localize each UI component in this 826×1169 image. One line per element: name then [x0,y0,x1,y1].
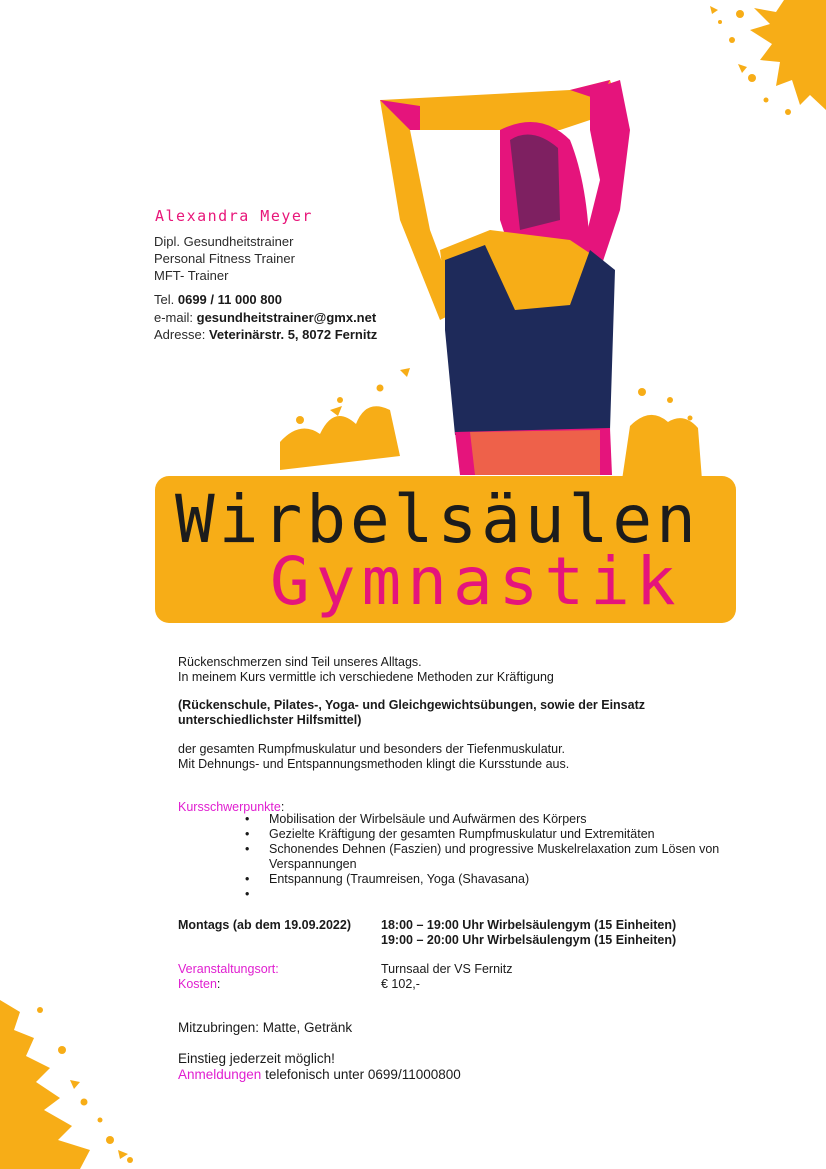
intro-line: In meinem Kurs vermittle ich verschiedene Methoden zur Kräftigung [178,670,554,684]
venue-cost-labels [178,962,279,992]
woman-illustration [270,70,710,480]
registration-info [178,1051,461,1083]
venue-value: Turnsaal der VS Fernitz [381,962,513,976]
venue-cost-values [381,962,513,992]
address-line [154,326,377,344]
bring-along: Mitzubringen: Matte, Getränk [178,1020,353,1035]
qualifications [154,233,295,284]
intro-line: der gesamten Rumpfmuskulatur und besonders der Tiefenmuskulatur. [178,742,566,756]
focus-label: Kursschwerpunkte [178,800,281,814]
venue-label: Veranstaltungsort: [178,962,279,976]
title-line-1: Wirbelsäulen [175,481,700,558]
address-value: Veterinärstr. 5, 8072 Fernitz [208,327,378,342]
address-label: Adresse: [154,327,206,342]
focus-list [245,812,725,902]
intro-line: Rückenschmerzen sind Teil unseres Alltags. [178,655,422,669]
intro-text [178,655,554,685]
schedule-times [381,918,676,948]
cost-suffix: : [216,977,221,991]
list-item: • Mobilisation der Wirbelsäule und Aufwärmen des Körpers [245,812,725,827]
join-text: Einstieg jederzeit möglich! [178,1051,335,1066]
methods-text: (Rückenschule, Pilates-, Yoga- und Gleichgewichtsübungen, sowie der Einsatz unterschiedlichster Hilfsmittel) [178,698,645,727]
qualification-item: Dipl. Gesundheitstrainer [154,234,294,249]
list-item: • Gezielte Kräftigung der gesamten Rumpfmuskulatur und Extremitäten [245,827,725,842]
email-label: e-mail: [154,309,194,325]
phone-line [154,291,377,309]
phone-label: Tel. [154,292,175,307]
cost-label-line [178,977,279,992]
schedule-slot: 18:00 – 19:00 Uhr Wirbelsäulengym (15 Einheiten) [381,918,677,932]
trainer-name: Alexandra Meyer [155,207,313,225]
registration-text: telefonisch unter 0699/11000800 [265,1067,461,1082]
schedule-day: Montags (ab dem 19.09.2022) [178,918,351,932]
phone-number: 0699 / 11 000 800 [177,292,282,307]
list-item: • Entspannung (Traumreisen, Yoga (Shavasana) [245,872,725,887]
email-address: gesundheitstrainer@gmx.net [196,309,377,325]
qualification-item: Personal Fitness Trainer [154,251,295,266]
list-item: • Schonendes Dehnen (Faszien) und progressive Muskelrelaxation zum Lösen von Verspannungen [245,842,725,872]
cost-value: € 102,- [381,977,420,991]
intro-line: Mit Dehnungs- und Entspannungsmethoden klingt die Kursstunde aus. [178,757,570,771]
focus-suffix: : [280,800,285,814]
schedule-slot: 19:00 – 20:00 Uhr Wirbelsäulengym (15 Einheiten) [381,933,677,947]
cost-label: Kosten [178,977,217,991]
list-item-empty [245,887,725,902]
email-line [154,309,377,327]
intro-text-2 [178,742,569,772]
registration-label: Anmeldungen [178,1067,262,1082]
contact-details [154,291,377,344]
registration-line [178,1067,461,1083]
qualification-item: MFT- Trainer [154,268,229,283]
splash-bottom-left [0,990,150,1169]
title-line-2: Gymnastik [270,543,682,620]
